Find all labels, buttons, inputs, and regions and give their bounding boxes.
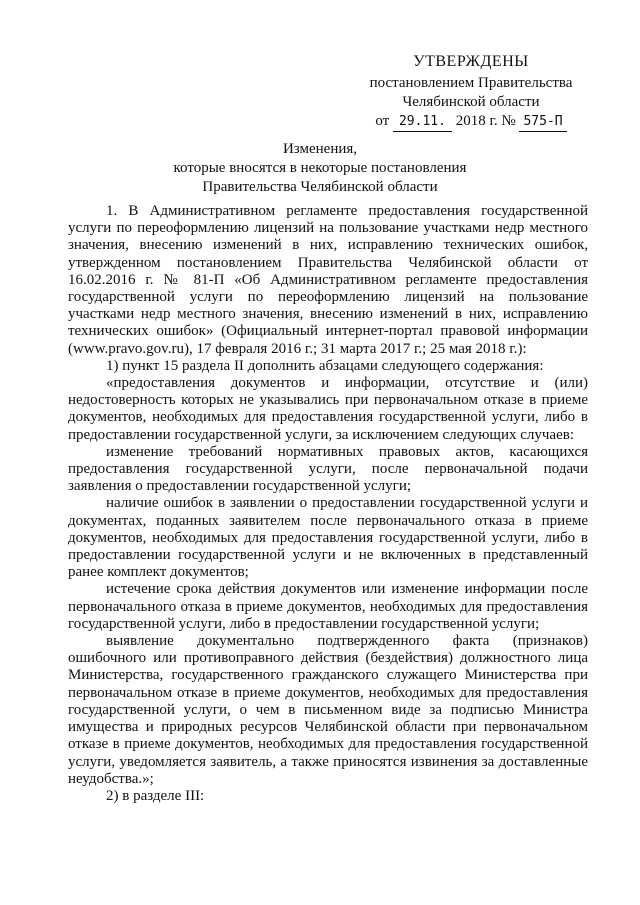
approval-line-2: Челябинской области (402, 94, 540, 110)
approval-date-line (356, 112, 586, 132)
title-line-3: Правительства Челябинской области (202, 179, 438, 195)
paragraph-5: наличие ошибок в заявлении о предоставлении государственной услуги и документах, поданных заявителем после первоначального отказа в приеме документов, необходимых для предоставления государственной услуги, либо в предоставлении государственной услуги и не включенных в представленный ранее комплект документов; (68, 495, 588, 581)
date-prefix: от (375, 113, 390, 129)
approval-block (356, 52, 586, 132)
paragraph-3: «предоставления документов и информации, отсутствие и (или) недостоверность которых не указывались при первоначальном отказе в приеме документов, необходимых для предоставления государственной услуги, либо в предоставлении государственной услуги, за исключением следующих случаев: (68, 375, 588, 443)
title-line-1: Изменения, (282, 141, 358, 157)
handwritten-date: 29.11. (393, 112, 452, 132)
title-line-2: которые вносятся в некоторые постановления (173, 160, 467, 176)
paragraph-6: истечение срока действия документов или изменение информации после первоначального отказа в приеме документов, необходимых для предоставления государственной услуги, либо в предоставлении государственной услуги; (68, 581, 588, 632)
handwritten-number: 575-П (519, 112, 566, 132)
document-title (0, 140, 640, 197)
year-text: 2018 г. № (455, 113, 516, 129)
document-body (68, 203, 588, 805)
paragraph-7: выявление документально подтвержденного факта (признаков) ошибочного или противоправного действия (бездействия) должностного лица Министерства, государственного гражданского служащего Министерства при первоначальном отказе в приеме документов, необходимых для предоставления государственной услуги, о чем в письменном виде за подписью Министра имущества и природных ресурсов Челябинской области при первоначальном отказе в приеме документов, необходимых для предоставления государственной услуги, уведомляется заявитель, а также приносятся извинения за доставленные неудобства.»; (68, 633, 588, 787)
approval-line-1: постановлением Правительства (369, 75, 573, 91)
paragraph-8: 2) в разделе III: (106, 787, 205, 804)
paragraph-4: изменение требований нормативных правовых актов, касающихся предоставления государственной услуги, после первоначальной подачи заявления о предоставлении государственной услуги; (68, 443, 588, 495)
approval-heading: УТВЕРЖДЕНЫ (413, 53, 529, 70)
paragraph-1: 1. В Административном регламенте предоставления государственной услуги по переоформлению лицензий на пользование участками недр местного значения, внесению изменений в них, исправлению технических ошибок, утвержденном постановлением Правительства Челябинской области от 16.02.2016 г. № 81-П «Об Административном регламенте предоставления государственной услуги по переоформлению лицензий на пользование участками недр местного значения, внесению изменений в них, исправлению технических ошибок» (Официальный интернет-портал правовой информации (www.pravo.gov.ru), 17 февраля 2016 г.; 31 марта 2017 г.; 25 мая 2018 г.): (68, 203, 588, 357)
paragraph-2: 1) пункт 15 раздела II дополнить абзацами следующего содержания: (106, 357, 544, 374)
